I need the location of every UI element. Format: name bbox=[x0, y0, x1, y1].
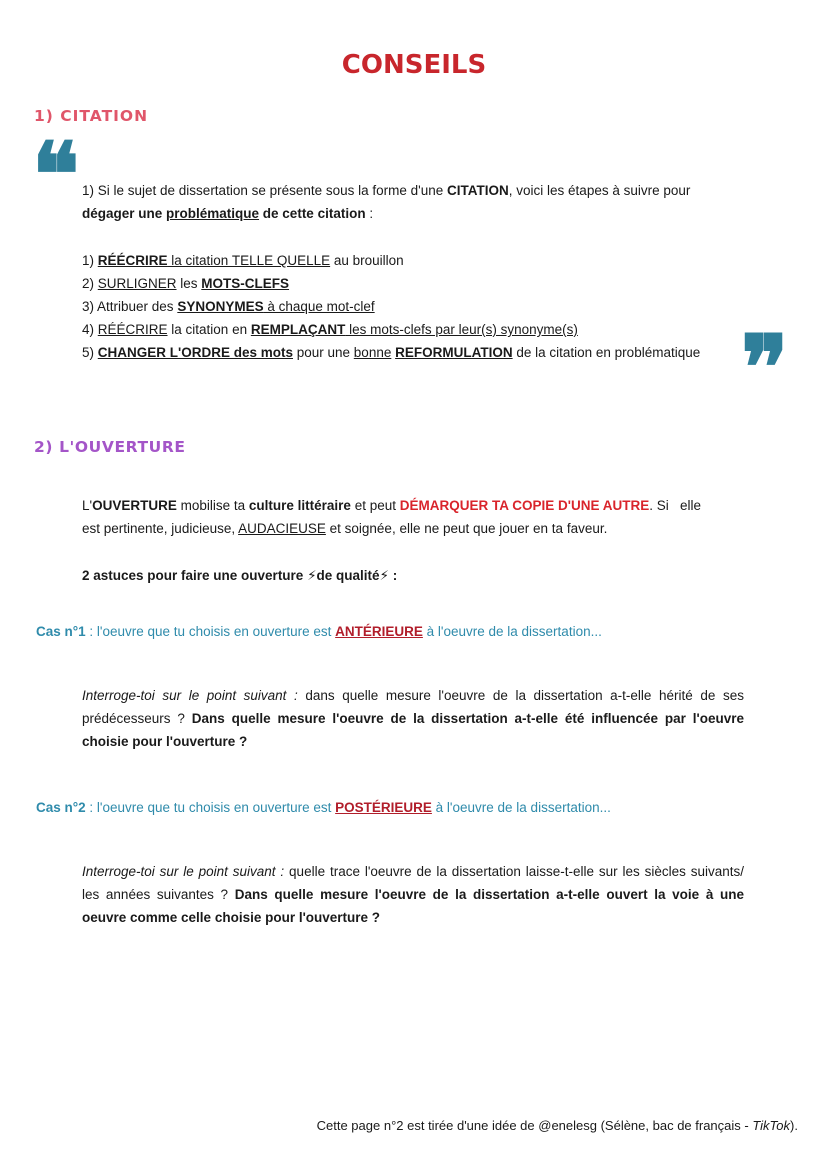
case-1-label: Cas n°1 bbox=[36, 624, 86, 639]
citation-intro bbox=[82, 179, 762, 225]
case-1-question: Interroge-toi sur le point suivant : dans quelle mesure l'oeuvre de la dissertation a-t-elle hérité de ses prédécesseurs ? Dans quelle mesure l'oeuvre de la dissertation a-t-elle été influencée par l'oeuvre choisie pour l'ouverture ? bbox=[82, 688, 744, 749]
footer-tiktok: TikTok bbox=[752, 1118, 791, 1133]
intro-text: , voici les étapes à suivre pour bbox=[508, 183, 691, 198]
intro-keyword-citation: CITATION bbox=[447, 183, 509, 198]
step-2: 2) SURLIGNER les MOTS-CLEFS bbox=[82, 276, 290, 291]
intro-text: : bbox=[365, 206, 374, 221]
section-heading-ouverture: 2) L'OUVERTURE bbox=[34, 438, 186, 456]
close-quote-icon: ❞ bbox=[741, 315, 789, 419]
section-heading-citation: 1) CITATION bbox=[34, 107, 149, 125]
ouverture-intro: L'OUVERTURE mobilise ta culture littéraire et peut DÉMARQUER TA COPIE D'UNE AUTRE. Si elle est pertinente, judicieuse, AUDACIEUSE et soignée, elle ne peut que jouer en ta faveur. bbox=[82, 498, 701, 536]
footer-credit: Cette page n°2 est tirée d'une idée de @enelesg (Sélène, bac de français - TikTok). bbox=[316, 1118, 798, 1133]
step-5: 5) CHANGER L'ORDRE des mots pour une bonne REFORMULATION de la citation en problématique bbox=[82, 345, 701, 360]
intro-text: de cette citation bbox=[259, 206, 366, 221]
intro-keyword-problematique: problématique bbox=[166, 206, 260, 221]
citation-steps bbox=[82, 249, 762, 364]
case-1: Cas n°1 : l'oeuvre que tu choisis en ouverture est ANTÉRIEURE à l'oeuvre de la dissertation... bbox=[36, 624, 602, 639]
open-quote-icon: ❝ bbox=[32, 122, 80, 226]
case-2: Cas n°2 : l'oeuvre que tu choisis en ouverture est POSTÉRIEURE à l'oeuvre de la dissertation... bbox=[36, 800, 611, 815]
page-title: CONSEILS bbox=[341, 50, 487, 80]
step-1: 1) RÉÉCRIRE la citation TELLE QUELLE au brouillon bbox=[82, 253, 404, 268]
case-2-label: Cas n°2 bbox=[36, 800, 86, 815]
intro-text: 1) Si le sujet de dissertation se présente sous la forme d'une bbox=[82, 183, 448, 198]
intro-text: dégager une bbox=[82, 206, 167, 221]
tips-heading: 2 astuces pour faire une ouverture ⚡de qualité⚡ : bbox=[82, 568, 398, 583]
case-2-keyword: POSTÉRIEURE bbox=[335, 800, 432, 815]
step-3: 3) Attribuer des SYNONYMES à chaque mot-clef bbox=[82, 299, 375, 314]
case-1-keyword: ANTÉRIEURE bbox=[335, 624, 423, 639]
case-2-question: Interroge-toi sur le point suivant : quelle trace l'oeuvre de la dissertation laisse-t-elle sur les siècles suivants/ les années suivantes ? Dans quelle mesure l'oeuvre de la dissertation a-t-elle ouvert la voie à une oeuvre comme celle choisie pour l'ouverture ? bbox=[82, 864, 745, 925]
step-4: 4) RÉÉCRIRE la citation en REMPLAÇANT les mots-clefs par leur(s) synonyme(s) bbox=[82, 322, 578, 337]
